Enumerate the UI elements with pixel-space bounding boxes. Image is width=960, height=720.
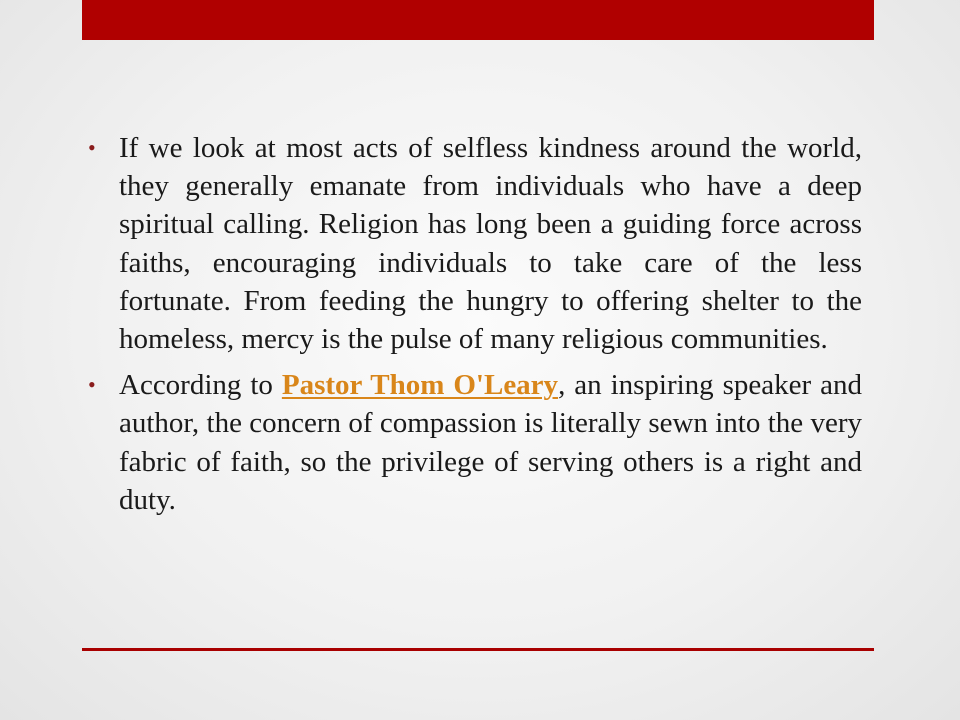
pastor-thom-oleary-link[interactable]: Pastor Thom O'Leary bbox=[281, 369, 559, 402]
bullet-icon: • bbox=[88, 135, 96, 160]
bullet-paragraph-2 bbox=[88, 366, 862, 519]
bullet-paragraph-1 bbox=[88, 129, 862, 358]
paragraph-2-lead-text: According to bbox=[119, 369, 282, 402]
footer-divider bbox=[82, 648, 874, 651]
paragraph-2-trailing-text: , an inspiring speaker and author, the concern of compassion is literally sewn into the very fabric of faith, so the privilege of serving others is a right and duty. bbox=[119, 369, 863, 516]
slide-content bbox=[88, 129, 862, 527]
header-accent-bar bbox=[82, 0, 874, 40]
paragraph-1-text: If we look at most acts of selfless kindness around the world, they generally emanate from individuals who have a deep spiritual calling. Religion has long been a guiding force across faiths, encouraging individuals to take care of the less fortunate. From feeding the hungry to offering shelter to the homeless, mercy is the pulse of many religious communities. bbox=[119, 132, 862, 356]
bullet-icon: • bbox=[88, 372, 96, 398]
